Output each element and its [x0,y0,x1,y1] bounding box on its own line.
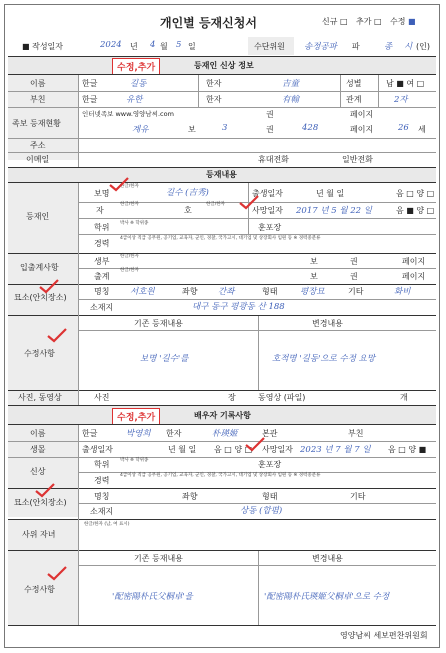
check-mark-icon [238,194,260,210]
form-title: 개인별 등재신청서 [160,16,257,30]
jokbo-number[interactable]: 428 [302,123,319,133]
grave-etc[interactable]: 화비 [394,287,411,297]
alias-value[interactable]: 길수 (吉秀) [166,188,209,198]
footer: 영양남씨 세보편찬위원회 [340,631,428,640]
date-month[interactable]: 4 [150,40,156,50]
father-hanja[interactable]: 有翰 [282,95,300,105]
check-mark-icon [108,176,130,192]
option-new[interactable]: 신규 □ [322,17,348,26]
revise-before[interactable]: 보명 '길수'를 [140,354,189,364]
name-hanja[interactable]: 吉童 [282,79,300,89]
revise-after[interactable]: 호적명 '길동'으로 수정 요망 [272,354,376,364]
father-hangul[interactable]: 유한 [126,95,143,105]
grave-form[interactable]: 평장묘 [300,287,325,297]
date-day[interactable]: 5 [176,40,182,50]
name-hangul[interactable]: 길동 [130,79,147,89]
section3-title: 배우자 기록사항 [194,411,251,420]
generation-value[interactable]: 종 [384,42,393,52]
check-mark-icon [244,436,266,452]
form-page: 개인별 등재신청서 신규 □ 추가 □ 수정 ■ ■ 작성일자 2024 년 4 월 5 일 수단위원 송정공파 파 종 시 (인) 수정,추가 등재인 신상 정보 이름 한글 길동 한자 吉童 성별 남 ■ 여 □ 부친 한글 유한 한자 有翰 관계 2자 족보 등재현황 인터넷족보 www.영양남씨.com 권 페이지 계유 보 3 권 428 페이지 26 세 주소 이메일 휴대전화 일반전화 등재내용 등재인 보명 한글/한자 길수 (吉秀) 출생일자 년 월 일 음 □ 양 □ 자 호 한글/한자 한글/한자 사망일자 2017 년 5 월 22 일 음 ■ 양 □ 학위 박사 ※ 학위종 훈포장 경력 4급이상 직급 공무원, 공기업, 교육자, 군인, 경찰, 국가고시, 대기업 및 상장회사 임원 등 ※ 경력중분류 입출계사항 생부 한글/한자 보 권 페이지 출계 한글/한자 보 권 페이지 묘소(안치장소) 명칭 서호원 좌향 간좌 형태 평장묘 기타 화비 소재지 대구 동구 평광동 산 188 수정사항 기존 등재내용 변경내용 보명 '길수'를 호적명 '길동'으로 수정 요망 사진, 동영상 사진 장 동영상 (파일) 개 수정,추가 배우자 기록사항 이름 한글 박영희 한자 朴瑛姬 본관 부친 생몰 출생일자 년 월 일 음 □ 양 □ 사망일자 2023 년 7 월 7 일 음 □ 양 ■ 신상 학위 박사 ※ 학위종 훈포장 경력 4급이상 직급 공무원, 공기업, 교육자, 군인, 경찰, 국가고시, 대기업 및 상장회사 임원 등 ※ 경력중분류 묘소(안치장소) 명칭 좌향 형태 기타 소재지 상동 (합폄) 사위 자녀 한글/한자 (남, 여 표시) 수정사항 기존 등재내용 변경내용 '配密陽朴氏父桐卓'을 '配密陽朴氏瑛姬父桐卓'으로 수정 영양남씨 세보편찬위원회 [0,0,446,653]
spouse-hangul[interactable]: 박영희 [126,429,151,439]
spouse-death-date[interactable]: 2023 년 7 월 7 일 [300,445,371,455]
clan-value[interactable]: 송정공파 [304,42,337,52]
death-date[interactable]: 2017 년 5 월 22 일 [296,206,372,216]
grave-name[interactable]: 서호원 [130,287,155,297]
spouse-hanja[interactable]: 朴瑛姬 [212,429,238,439]
jokbo-page-value[interactable]: 26 [398,123,409,133]
date-year[interactable]: 2024 [100,40,122,50]
check-mark-icon [46,565,68,581]
grave-direction[interactable]: 간좌 [218,287,235,297]
clan-label: 수단위원 [254,42,285,51]
jokbo-gyebo[interactable]: 계유 [132,125,149,135]
jokbo-site[interactable]: 인터넷족보 www.영양남씨.com [82,110,174,118]
check-mark-icon [34,482,56,498]
option-revise[interactable]: 수정 ■ [390,17,416,26]
spouse-revise-before[interactable]: '配密陽朴氏父桐卓'을 [112,592,193,602]
spouse-grave-address[interactable]: 상동 (합폄) [240,506,283,516]
grave-address[interactable]: 대구 동구 평광동 산 188 [192,302,285,312]
stamp-revise-add: 수정,추가 [112,58,160,75]
jokbo-gwon-value[interactable]: 3 [222,123,228,133]
date-label: ■ 작성일자 [22,42,64,51]
option-add[interactable]: 추가 □ [356,17,382,26]
section2-title: 등재내용 [206,170,237,179]
gender-value[interactable]: 남 ■ 여 □ [386,79,425,88]
check-mark-icon [46,327,68,343]
section1-title: 등재인 신상 정보 [194,61,254,70]
relation-value[interactable]: 2자 [394,95,408,105]
stamp-revise-add-spouse: 수정,추가 [112,408,160,425]
spouse-revise-after[interactable]: '配密陽朴氏瑛姬父桐卓'으로 수정 [264,592,390,602]
check-mark-icon [38,278,60,294]
